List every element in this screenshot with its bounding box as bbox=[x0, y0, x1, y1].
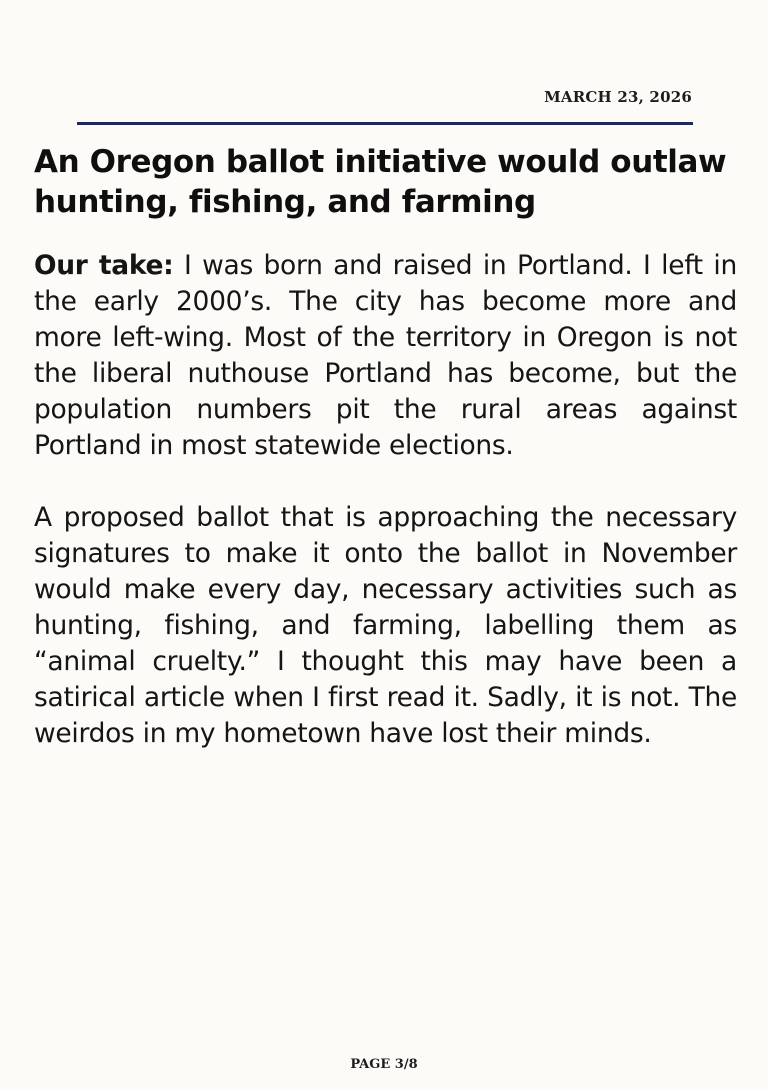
page-number: PAGE 3/8 bbox=[350, 1057, 418, 1072]
paragraph-2: A proposed ballot that is approaching the necessary signatures to make it onto the ballot in November would make every day, necessary activities such as hunting, fishing, and farming, labelling them as “animal cruelty.” I thought this may have been a satirical article when I first read it. Sadly, it is not. The weirdos in my hometown have lost their minds. bbox=[34, 502, 737, 749]
article-body bbox=[34, 248, 737, 788]
paragraph-our-take bbox=[34, 248, 737, 464]
article-headline: An Oregon ballot initiative would outlaw hunting, fishing, and farming bbox=[34, 144, 727, 220]
our-take-label: Our take: bbox=[34, 250, 174, 281]
article-date: MARCH 23, 2026 bbox=[544, 88, 692, 106]
header-divider bbox=[77, 122, 693, 125]
paragraph-1-text: I was born and raised in Portland. I left in the early 2000’s. The city has become more and more left-wing. Most of the territory in Oregon is not the liberal nuthouse Portland has become, but the population numbers pit the rural areas against Portland in most statewide elections. bbox=[34, 250, 737, 461]
